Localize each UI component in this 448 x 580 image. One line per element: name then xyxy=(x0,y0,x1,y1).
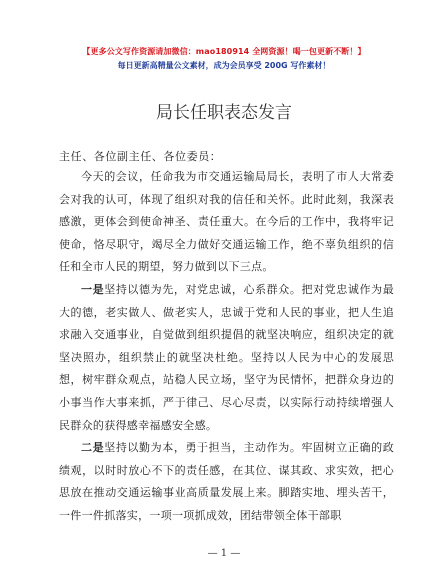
paragraph-text: 坚持以勤为本，勇于担当，主动作为。牢固树立正确的政绩观，以时时放心不下的责任感，在其位、谋其政、求实效，把心思放在推动交通运输事业高质量发展上来。脚踏实地、埋头苦干，一件一件抓落实，一项一项抓成效，团结带领全体干部职 xyxy=(59,441,395,522)
page-number: — 1 — xyxy=(207,548,241,559)
paragraph-lead: 二是 xyxy=(81,441,105,455)
promo-banner-wechat: 【更多公文写作资源请加微信：mao180914 全网资源！喝一包更新不断！】 xyxy=(82,47,366,56)
salutation: 主任、各位副主任、各位委员： xyxy=(59,150,222,163)
paragraph-intro xyxy=(59,166,394,279)
paragraph-lead: 一是 xyxy=(81,282,105,296)
document-body xyxy=(59,166,394,528)
paragraph-point-one xyxy=(59,279,394,437)
document-title: 局长任职表态发言 xyxy=(156,103,292,123)
promo-banner-membership: 每日更新高精量公文素材，成为会员享受 200G 写作素材！ xyxy=(117,61,331,70)
paragraph-point-two xyxy=(59,437,394,527)
paragraph-text: 今天的会议，任命我为市交通运输局局长，表明了市人大常委会对我的认可，体现了组织对我的信任和关怀。此时此刻，我深表感激，更体会到使命神圣、责任重大。在今后的工作中，我将牢记使命，恪尽职守，竭尽全力做好交通运输工作，绝不辜负组织的信任和全市人民的期望，努力做到以下三点。 xyxy=(59,170,394,274)
paragraph-text: 坚持以德为先，对党忠诚，心系群众。把对党忠诚作为最大的德，老实做人、做老实人，忠诚于党和人民的事业，把人生追求融入交通事业，自觉做到组织提倡的就坚决响应，组织决定的就坚决照办，组织禁止的就坚决杜绝。坚持以人民为中心的发展思想，树牢群众观点，站稳人民立场，坚守为民情怀，把群众身边的小事当作大事来抓，严于律己、尽心尽责，以实际行动持续增强人民群众的获得感幸福感安全感。 xyxy=(59,282,395,432)
